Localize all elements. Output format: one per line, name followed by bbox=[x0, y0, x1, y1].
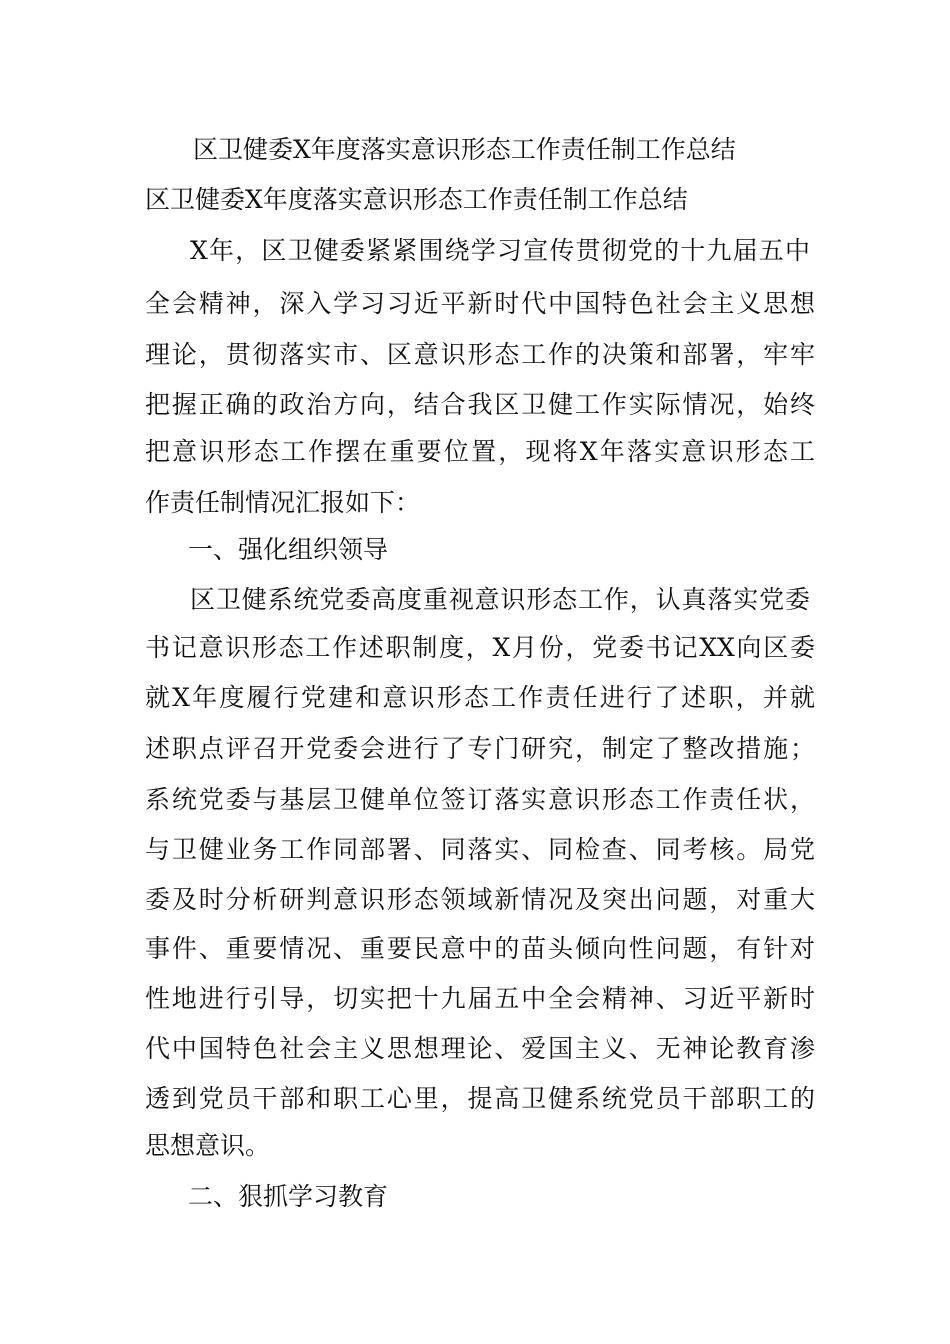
paragraph-line: 与卫健业务工作同部署、同落实、同检查、同考核。局党 bbox=[145, 835, 815, 864]
paragraph-line: 事件、重要情况、重要民意中的苗头倾向性问题，有针对 bbox=[145, 934, 815, 963]
paragraph-line: 就X年度履行党建和意识形态工作责任进行了述职，并就 bbox=[145, 683, 815, 712]
paragraph-line: 代中国特色社会主义思想理论、爱国主义、无神论教育渗 bbox=[145, 1034, 815, 1063]
paragraph-line: 把意识形态工作摆在重要位置，现将X年落实意识形态工 bbox=[145, 437, 815, 466]
paragraph-line: 书记意识形态工作述职制度，X月份，党委书记XX向区委 bbox=[145, 633, 815, 662]
section-heading: 二、狠抓学习教育 bbox=[188, 1182, 389, 1211]
paragraph-line: X年，区卫健委紧紧围绕学习宣传贯彻党的十九届五中 bbox=[190, 236, 810, 265]
paragraph-line: 理论，贯彻落实市、区意识形态工作的决策和部署，牢牢 bbox=[145, 340, 815, 369]
paragraph-line: 作责任制情况汇报如下： bbox=[145, 488, 421, 517]
paragraph-line: 委及时分析研判意识形态领域新情况及突出问题，对重大 bbox=[145, 885, 815, 914]
document-title: 区卫健委X年度落实意识形态工作责任制工作总结 bbox=[193, 135, 736, 164]
document-subtitle: 区卫健委X年度落实意识形态工作责任制工作总结 bbox=[145, 185, 688, 214]
paragraph-line: 透到党员干部和职工心里，提高卫健系统党员干部职工的 bbox=[145, 1084, 815, 1113]
paragraph-line: 思想意识。 bbox=[145, 1131, 271, 1160]
paragraph-line: 区卫健系统党委高度重视意识形态工作，认真落实党委 bbox=[190, 585, 810, 614]
paragraph-line: 系统党委与基层卫健单位签订落实意识形态工作责任状， bbox=[145, 785, 815, 814]
paragraph-line: 性地进行引导，切实把十九届五中全会精神、习近平新时 bbox=[145, 984, 815, 1013]
paragraph-line: 全会精神，深入学习习近平新时代中国特色社会主义思想 bbox=[145, 289, 815, 318]
section-heading: 一、强化组织领导 bbox=[188, 535, 389, 564]
paragraph-line: 把握正确的政治方向，结合我区卫健工作实际情况，始终 bbox=[145, 390, 815, 419]
paragraph-line: 述职点评召开党委会进行了专门研究，制定了整改措施； bbox=[145, 734, 815, 763]
